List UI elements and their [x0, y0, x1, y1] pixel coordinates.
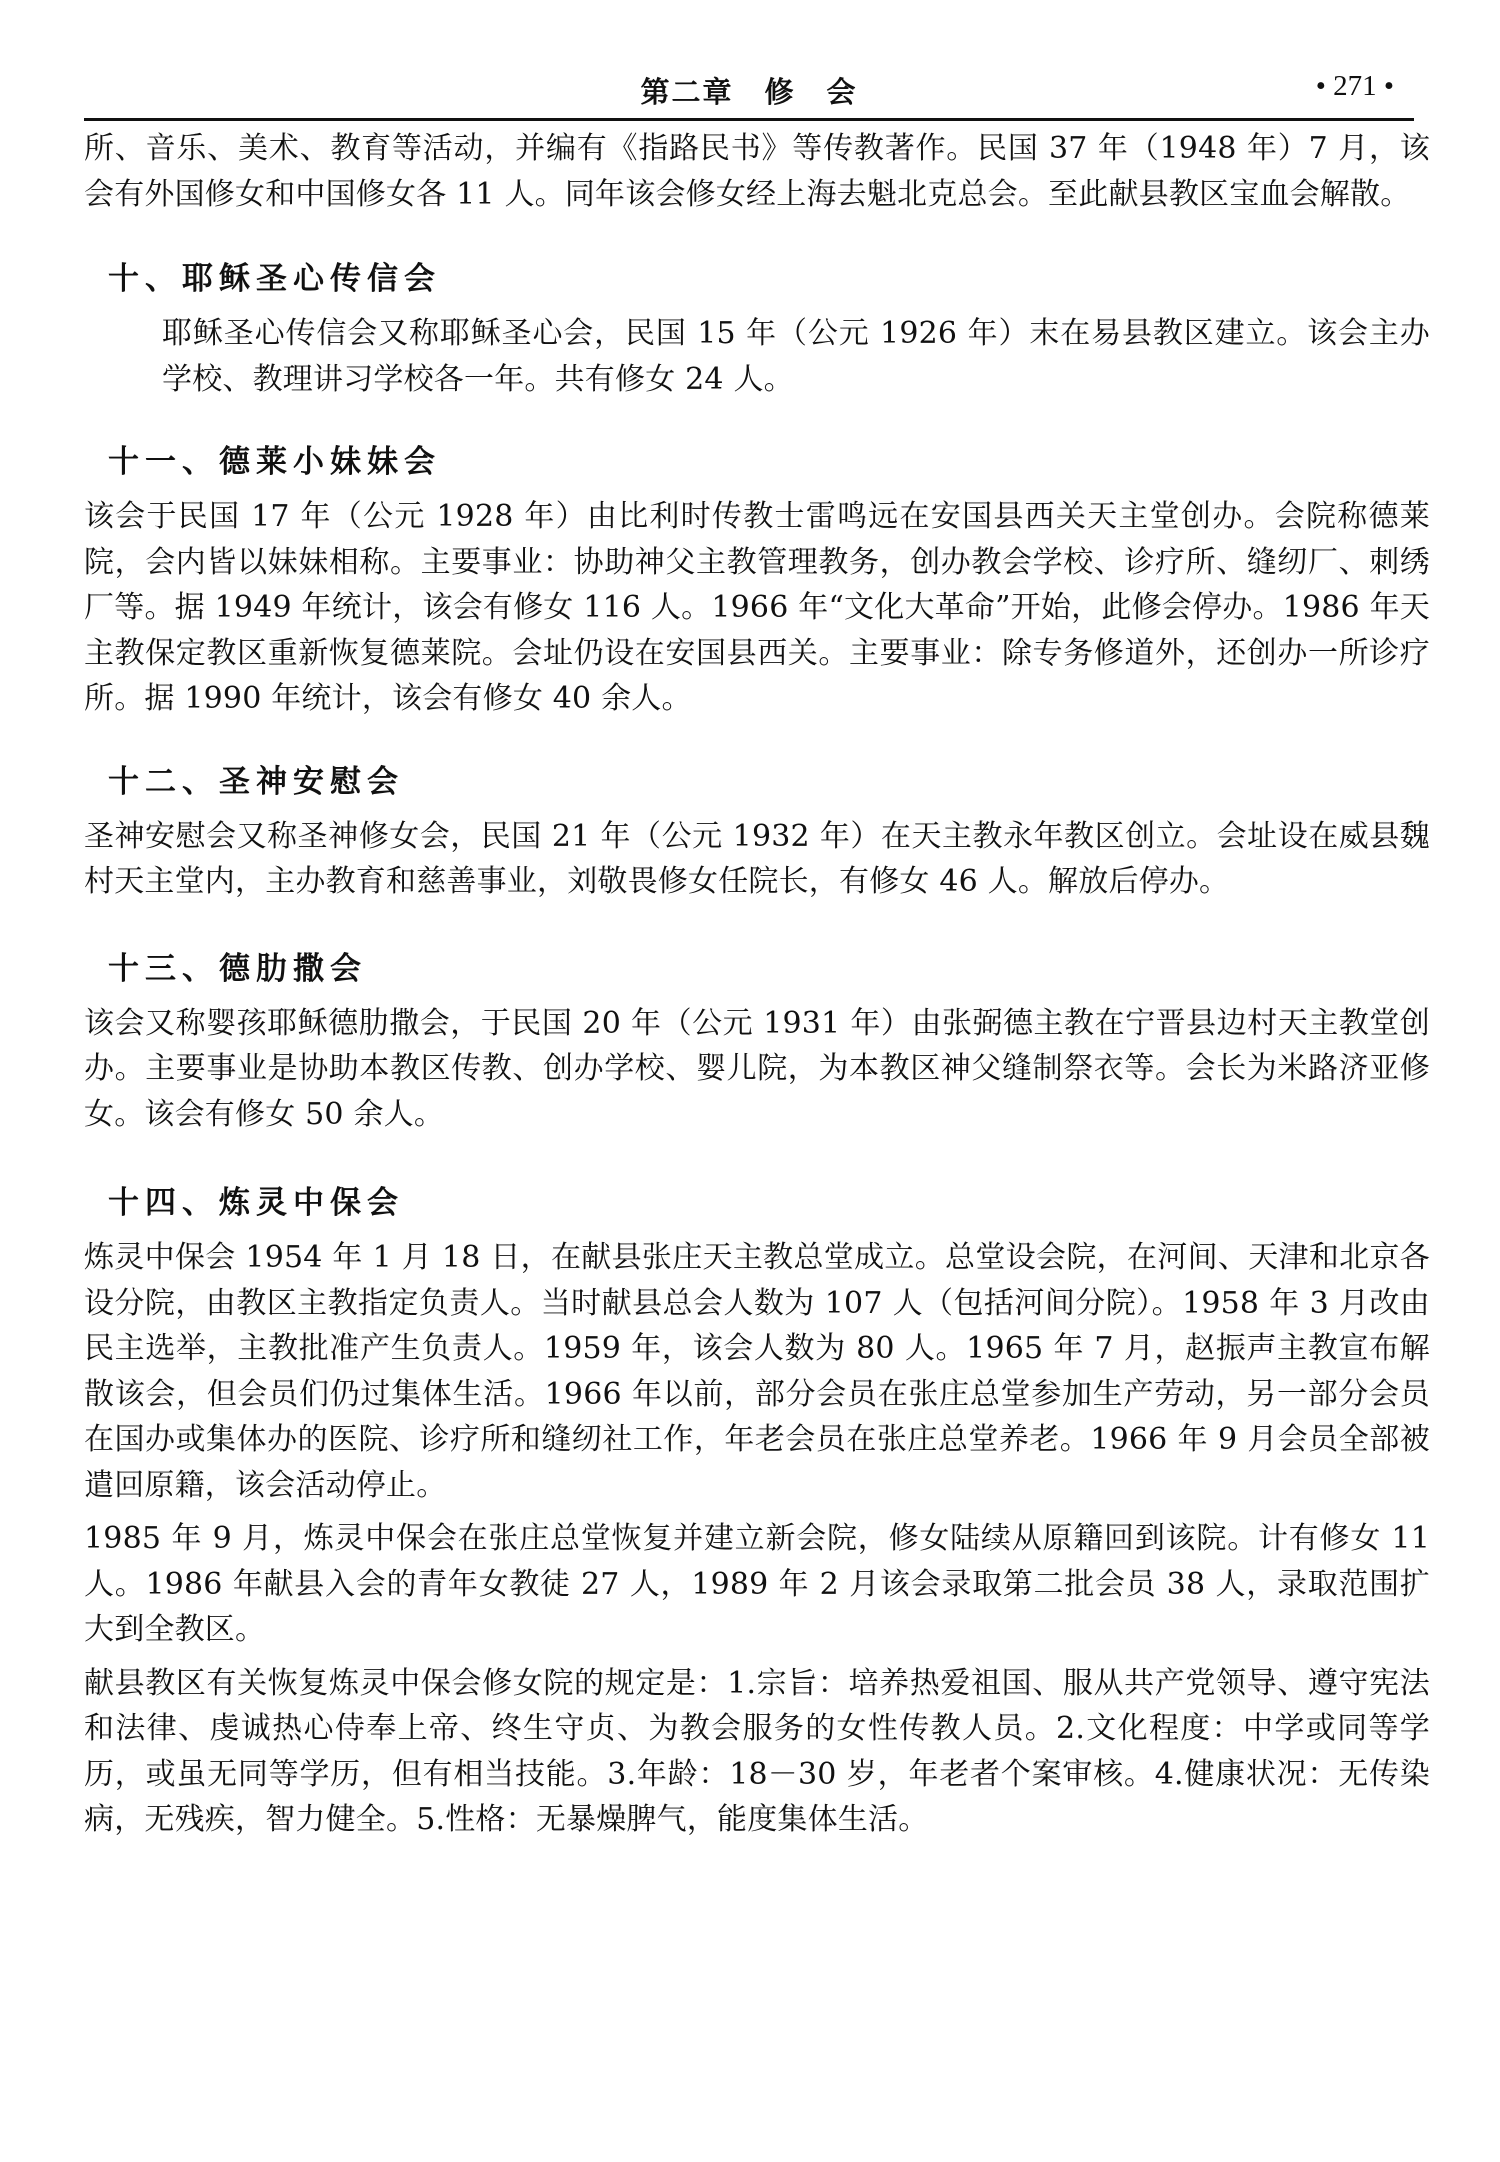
section-11-paragraph: 该会于民国 17 年（公元 1928 年）由比利时传教士雷鸣远在安国县西关天主堂创办。会院称德莱院，会内皆以妹妹相称。主要事业：协助神父主教管理教务，创办教会学校、诊疗所、缝纫厂、刺绣厂等。据 1949 年统计，该会有修女 116 人。1966 年“文化大革命”开始，此修会停办。1986 年天主教保定教区重新恢复德莱院。会址仍设在安国县西关。主要事业：除专务修道外，还创办一所诊疗所。据 1990 年统计，该会有修女 40 余人。 [84, 499, 1430, 716]
page-body [84, 126, 1430, 1843]
section-heading-10: 十、耶稣圣心传信会 [108, 261, 441, 297]
section-heading-12: 十二、圣神安慰会 [108, 763, 404, 800]
section-10-paragraph: 耶稣圣心传信会又称耶稣圣心会，民国 15 年（公元 1926 年）末在易县教区建立。该会主办学校、教理讲习学校各一年。共有修女 24 人。 [162, 316, 1430, 397]
section-14-paragraph-3: 献县教区有关恢复炼灵中保会修女院的规定是：1.宗旨：培养热爱祖国、服从共产党领导、遵守宪法和法律、虔诚热心侍奉上帝、终生守贞、为教会服务的女性传教人员。2.文化程度：中学或同等学历，或虽无同等学历，但有相当技能。3.年龄：18－30 岁，年老者个案审核。4.健康状况：无传染病，无残疾，智力健全。5.性格：无暴燥脾气，能度集体生活。 [84, 1665, 1430, 1837]
section-12-paragraph: 圣神安慰会又称圣神修女会，民国 21 年（公元 1932 年）在天主教永年教区创立。会址设在威县魏村天主堂内，主办教育和慈善事业，刘敬畏修女任院长，有修女 46 人。解放后停办。 [84, 818, 1430, 899]
section-14-paragraph-2: 1985 年 9 月，炼灵中保会在张庄总堂恢复并建立新会院，修女陆续从原籍回到该院。计有修女 11 人。1986 年献县入会的青年女教徒 27 人，1989 年 2 月该会录取第二批会员 38 人，录取范围扩大到全教区。 [84, 1521, 1430, 1647]
section-heading-13: 十三、德肋撒会 [108, 950, 367, 987]
chapter-title: 第二章 修 会 [640, 75, 858, 109]
section-heading-11: 十一、德莱小妹妹会 [108, 444, 441, 480]
continued-paragraph: 所、音乐、美术、教育等活动，并编有《指路民书》等传教著作。民国 37 年（1948 年）7 月，该会有外国修女和中国修女各 11 人。同年该会修女经上海去魁北克总会。至此献县教区宝血会解散。 [84, 131, 1430, 212]
page-number: • 271 • [1315, 70, 1394, 102]
section-13-paragraph: 该会又称婴孩耶稣德肋撒会，于民国 20 年（公元 1931 年）由张弼德主教在宁晋县边村天主教堂创办。主要事业是协助本教区传教、创办学校、婴儿院，为本教区神父缝制祭衣等。会长为米路济亚修女。该会有修女 50 余人。 [84, 1005, 1430, 1132]
section-heading-14: 十四、炼灵中保会 [108, 1185, 404, 1221]
running-header [84, 62, 1414, 121]
section-14-paragraph-1: 炼灵中保会 1954 年 1 月 18 日，在献县张庄天主教总堂成立。总堂设会院，在河间、天津和北京各设分院，由教区主教指定负责人。当时献县总会人数为 107 人（包括河间分院）。1958 年 3 月改由民主选举，主教批准产生负责人。1959 年，该会人数为 80 人。1965 年 7 月，赵振声主教宣布解散该会，但会员们仍过集体生活。1966 年以前，部分会员在张庄总堂参加生产劳动，另一部分会员在国办或集体办的医院、诊疗所和缝纫社工作，年老会员在张庄总堂养老。1966 年 9 月会员全部被遣回原籍，该会活动停止。 [84, 1240, 1430, 1503]
